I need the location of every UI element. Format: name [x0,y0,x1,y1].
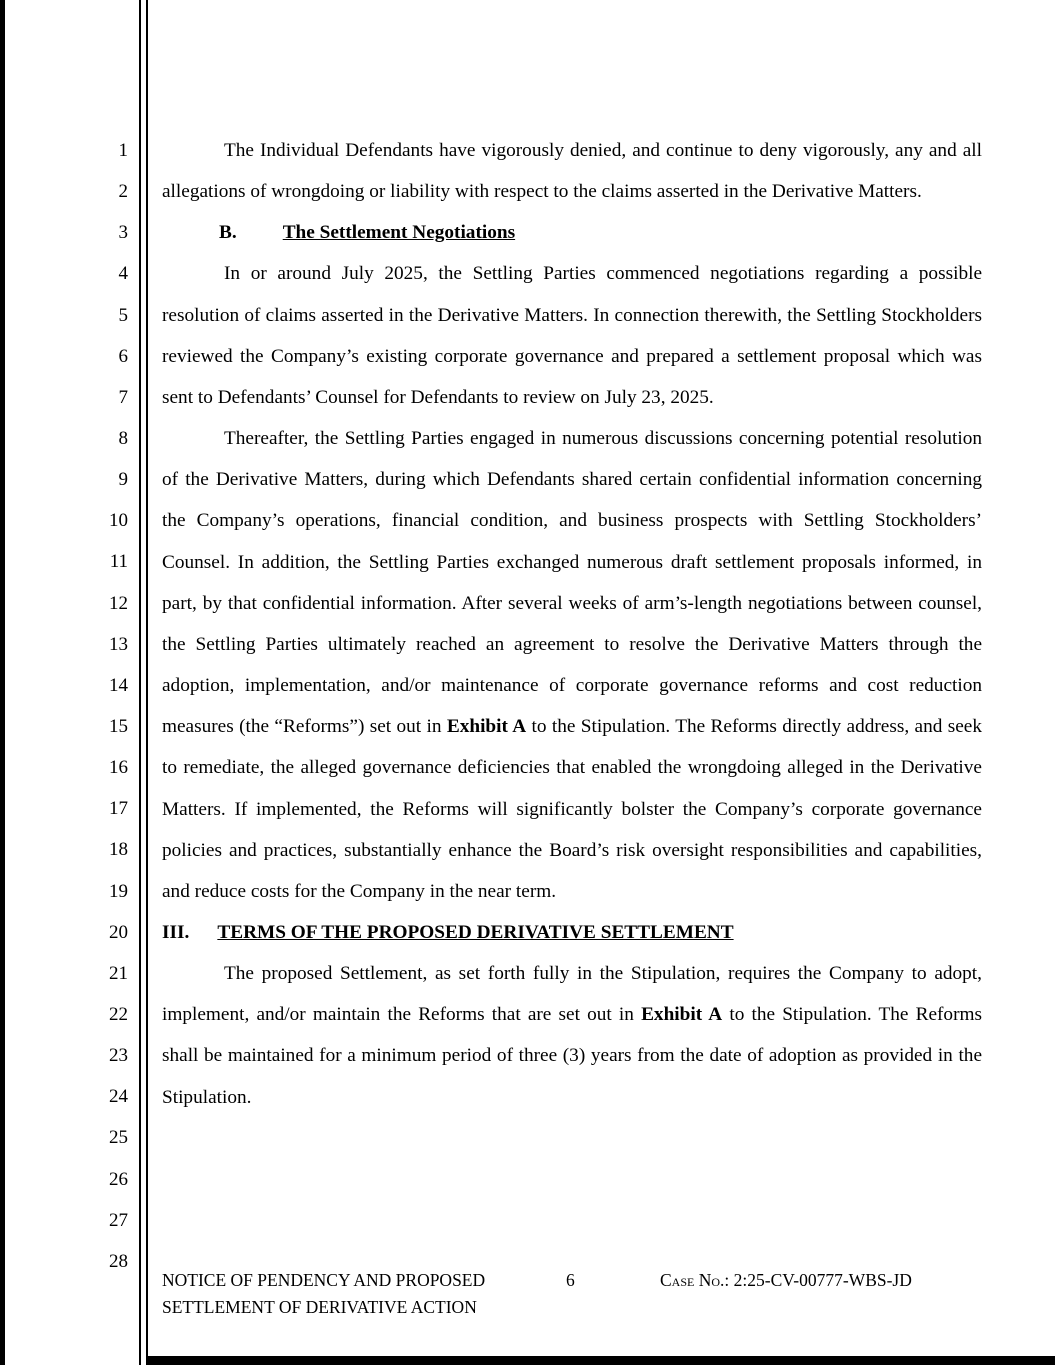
paragraph-settlement-terms [162,953,982,1118]
line-number: 17 [109,798,128,820]
bold-text-run: Exhibit A [641,1004,723,1026]
line-number: 15 [109,715,128,737]
line-number: 14 [109,674,128,696]
line-number: 20 [109,921,128,943]
footer-page-number: 6 [566,1270,575,1290]
text-run: Thereafter, the Settling Parties engaged in numerous discussions concerning potential resolution of the Derivative Matters, during which Defendants shared certain confidential information concerning the Company’s operations, financial condition, and business prospects with Settling Stockholders’ Counsel. In addition, the Settling Parties exchanged numerous draft settlement proposals informed, in part, by that confidential information. After several weeks of arm’s-length negotiations between counsel, the Settling Parties ultimately reached an agreement to resolve the Derivative Matters through the adoption, implementation, and/or maintenance of corporate governance reforms and cost reduction measures (the “Reforms”) set out in [162,428,982,738]
document-body [162,130,982,1118]
page-left-border [0,0,5,1365]
line-number: 11 [109,551,128,573]
bold-text-run: Exhibit A [446,716,527,738]
footer-case-number: Case No.: 2:25-CV-00777-WBS-JD [660,1270,912,1290]
section-heading-iii [162,912,982,953]
paragraph-negotiations-start: In or around July 2025, the Settling Parties commenced negotiations regarding a possible resolution of claims asserted in the Derivative Matters. In connection therewith, the Settling Stockholders reviewed the Company’s existing corporate governance and prepared a settlement proposal which was sent to Defendants’ Counsel for Defendants to review on July 23, 2025. [162,263,982,408]
line-number: 7 [118,386,128,408]
text-run: to the Stipulation. The Reforms directly address, and seek to remediate, the alleged governance deficiencies that enabled the wrongdoing alleged in the Derivative Matters. If implemented, the Reforms will significantly bolster the Company’s corporate governance policies and practices, substantially enhance the Board’s risk oversight responsibilities and capabilities, and reduce costs for the Company in the near term. [162,716,982,902]
heading-label: III. [162,921,190,943]
line-number: 10 [109,510,128,532]
heading-title: TERMS OF THE PROPOSED DERIVATIVE SETTLEMENT [217,921,734,943]
line-number: 27 [109,1209,128,1231]
line-number: 8 [118,427,128,449]
line-number: 23 [109,1045,128,1067]
line-number: 13 [109,633,128,655]
line-number: 28 [109,1250,128,1272]
line-number: 4 [118,263,128,285]
line-number: 24 [109,1086,128,1108]
footer-document-title: NOTICE OF PENDENCY AND PROPOSED SETTLEMENT OF DERIVATIVE ACTION [162,1270,486,1317]
line-number: 5 [118,304,128,326]
heading-label: B. [219,222,237,244]
line-number: 2 [118,181,128,203]
paragraph-negotiations-detail [162,418,982,912]
line-number: 1 [118,140,128,161]
line-number: 16 [109,757,128,779]
paragraph-denial: The Individual Defendants have vigorously denied, and continue to deny vigorously, any and all allegations of wrongdoing or liability with respect to the claims asserted in the Derivative Matters. [162,140,982,203]
page-bottom-border [148,1356,1055,1365]
line-number: 25 [109,1127,128,1149]
pleading-vertical-rule-outer [139,0,141,1365]
line-number: 21 [109,962,128,984]
line-number: 3 [118,222,128,244]
heading-title: The Settlement Negotiations [282,222,516,244]
line-number-column [84,130,128,1282]
text-run: to the Stipulation. The Reforms shall be maintained for a minimum period of three (3) years from the date of adoption as provided in the Stipulation. [162,1004,982,1108]
section-heading-b [162,212,982,253]
pleading-vertical-rule-inner [146,0,148,1365]
line-number: 9 [118,469,128,491]
line-number: 19 [109,880,128,902]
text-run: The proposed Settlement, as set forth fully in the Stipulation, requires the Company to adopt, implement, and/or maintain the Reforms that are set out in [162,963,982,1026]
line-number: 22 [109,1003,128,1025]
line-number: 6 [118,345,128,367]
line-number: 26 [109,1168,128,1190]
line-number: 12 [109,592,128,614]
line-number: 18 [109,839,128,861]
